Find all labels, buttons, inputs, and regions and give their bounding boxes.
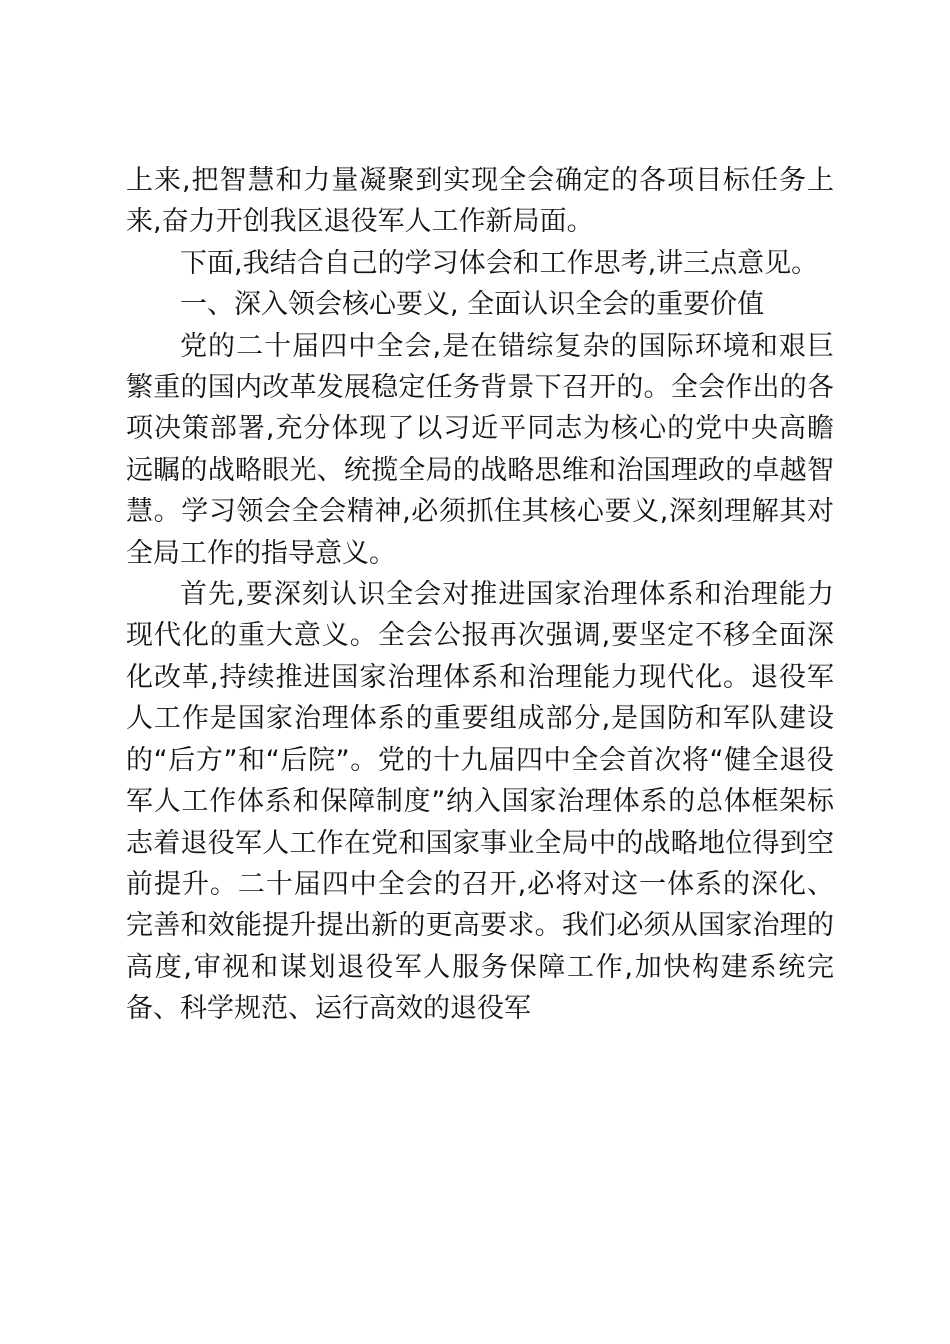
document-body [126, 160, 834, 1030]
paragraph-intro: 下面,我结合自己的学习体会和工作思考,讲三点意见。 [180, 247, 819, 279]
section-heading: 一、深入领会核心要义, 全面认识全会的重要价值 [180, 289, 765, 321]
paragraph-continuation: 上来,把智慧和力量凝聚到实现全会确定的各项目标任务上来,奋力开创我区退役军人工作新局面。 [126, 165, 834, 238]
paragraph-section-body: 党的二十届四中全会,是在错综复杂的国际环境和艰巨繁重的国内改革发展稳定任务背景下召开的。全会作出的各项决策部署,充分体现了以习近平同志为核心的党中央高瞻远瞩的战略眼光、统揽全局的战略思维和治国理政的卓越智慧。学习领会全会精神,必须抓住其核心要义,深刻理解其对全局工作的指导意义。 [126, 330, 834, 569]
paragraph-first-point: 首先,要深刻认识全会对推进国家治理体系和治理能力现代化的重大意义。全会公报再次强调,要坚定不移全面深化改革,持续推进国家治理体系和治理能力现代化。退役军人工作是国家治理体系的重要组成部分,是国防和军队建设的“后方”和“后院”。党的十九届四中全会首次将“健全退役军人工作体系和保障制度”纳入国家治理体系的总体框架标志着退役军人工作在党和国家事业全局中的战略地位得到空前提升。二十届四中全会的召开,必将对这一体系的深化、完善和效能提升提出新的更高要求。我们必须从国家治理的高度,审视和谋划退役军人服务保障工作,加快构建系统完备、科学规范、运行高效的退役军 [126, 579, 834, 1025]
